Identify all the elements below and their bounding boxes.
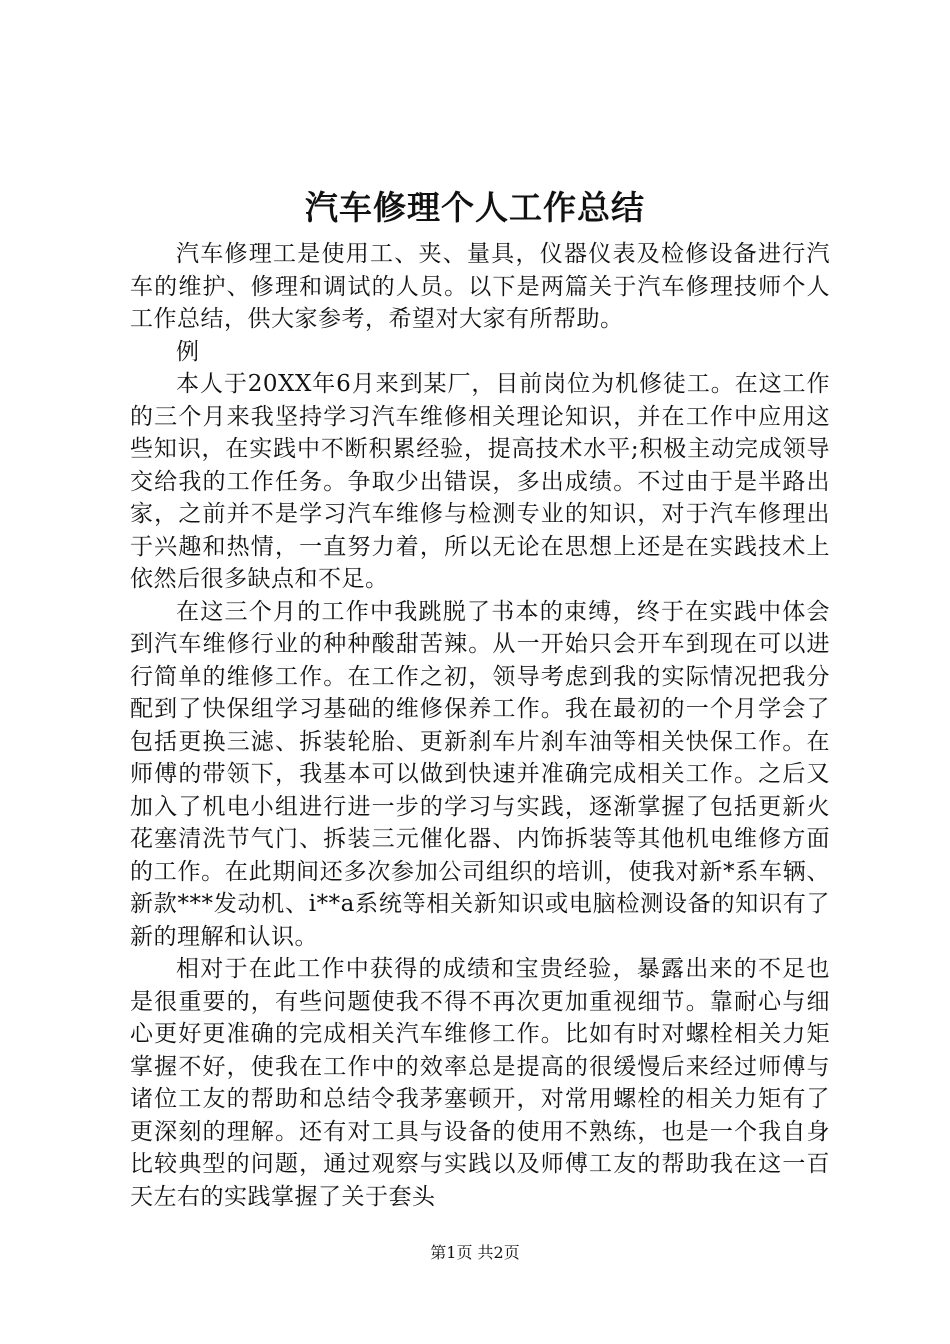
paragraph: 在这三个月的工作中我跳脱了书本的束缚，终于在实践中体会到汽车维修行业的种种酸甜苦辣。从一开始只会开车到现在可以进行简单的维修工作。在工作之初，领导考虑到我的实际情况把我分配到了快保组学习基础的维修保养工作。我在最初的一个月学会了包括更换三滤、拆装轮胎、更新刹车片刹车油等相关快保工作。在师傅的带领下，我基本可以做到快速并准确完成相关工作。之后又加入了机电小组进行进一步的学习与实践，逐渐掌握了包括更新火花塞清洗节气门、拆装三元催化器、内饰拆装等其他机电维修方面的工作。在此期间还多次参加公司组织的培训，使我对新*系车辆、新款***发动机、i**a系统等相关新知识或电脑检测设备的知识有了新的理解和认识。 bbox=[130, 598, 830, 950]
document-body bbox=[130, 238, 830, 1213]
page-number-footer: 第1页 共2页 bbox=[430, 1243, 520, 1262]
document-title: 汽车修理个人工作总结 bbox=[305, 188, 645, 227]
paragraph: 相对于在此工作中获得的成绩和宝贵经验，暴露出来的不足也是很重要的，有些问题使我不得不再次更加重视细节。靠耐心与细心更好更准确的完成相关汽车维修工作。比如有时对螺栓相关力矩掌握不好，使我在工作中的效率总是提高的很缓慢后来经过师傅与诸位工友的帮助和总结令我茅塞顿开，对常用螺栓的相关力矩有了更深刻的理解。还有对工具与设备的使用不熟练，也是一个我自身比较典型的问题，通过观察与实践以及师傅工友的帮助我在这一百天左右的实践掌握了关于套头 bbox=[130, 956, 830, 1210]
paragraph: 汽车修理工是使用工、夹、量具，仪器仪表及检修设备进行汽车的维护、修理和调试的人员。以下是两篇关于汽车修理技师个人工作总结，供大家参考，希望对大家有所帮助。 bbox=[130, 241, 830, 332]
paragraph: 例 bbox=[176, 338, 200, 365]
paragraph: 本人于20XX年6月来到某厂，目前岗位为机修徒工。在这工作的三个月来我坚持学习汽车维修相关理论知识，并在工作中应用这些知识，在实践中不断积累经验，提高技术水平;积极主动完成领导交给我的工作任务。争取少出错误，多出成绩。不过由于是半路出家，之前并不是学习汽车维修与检测专业的知识，对于汽车修理出于兴趣和热情，一直努力着，所以无论在思想上还是在实践技术上依然后很多缺点和不足。 bbox=[130, 371, 830, 592]
